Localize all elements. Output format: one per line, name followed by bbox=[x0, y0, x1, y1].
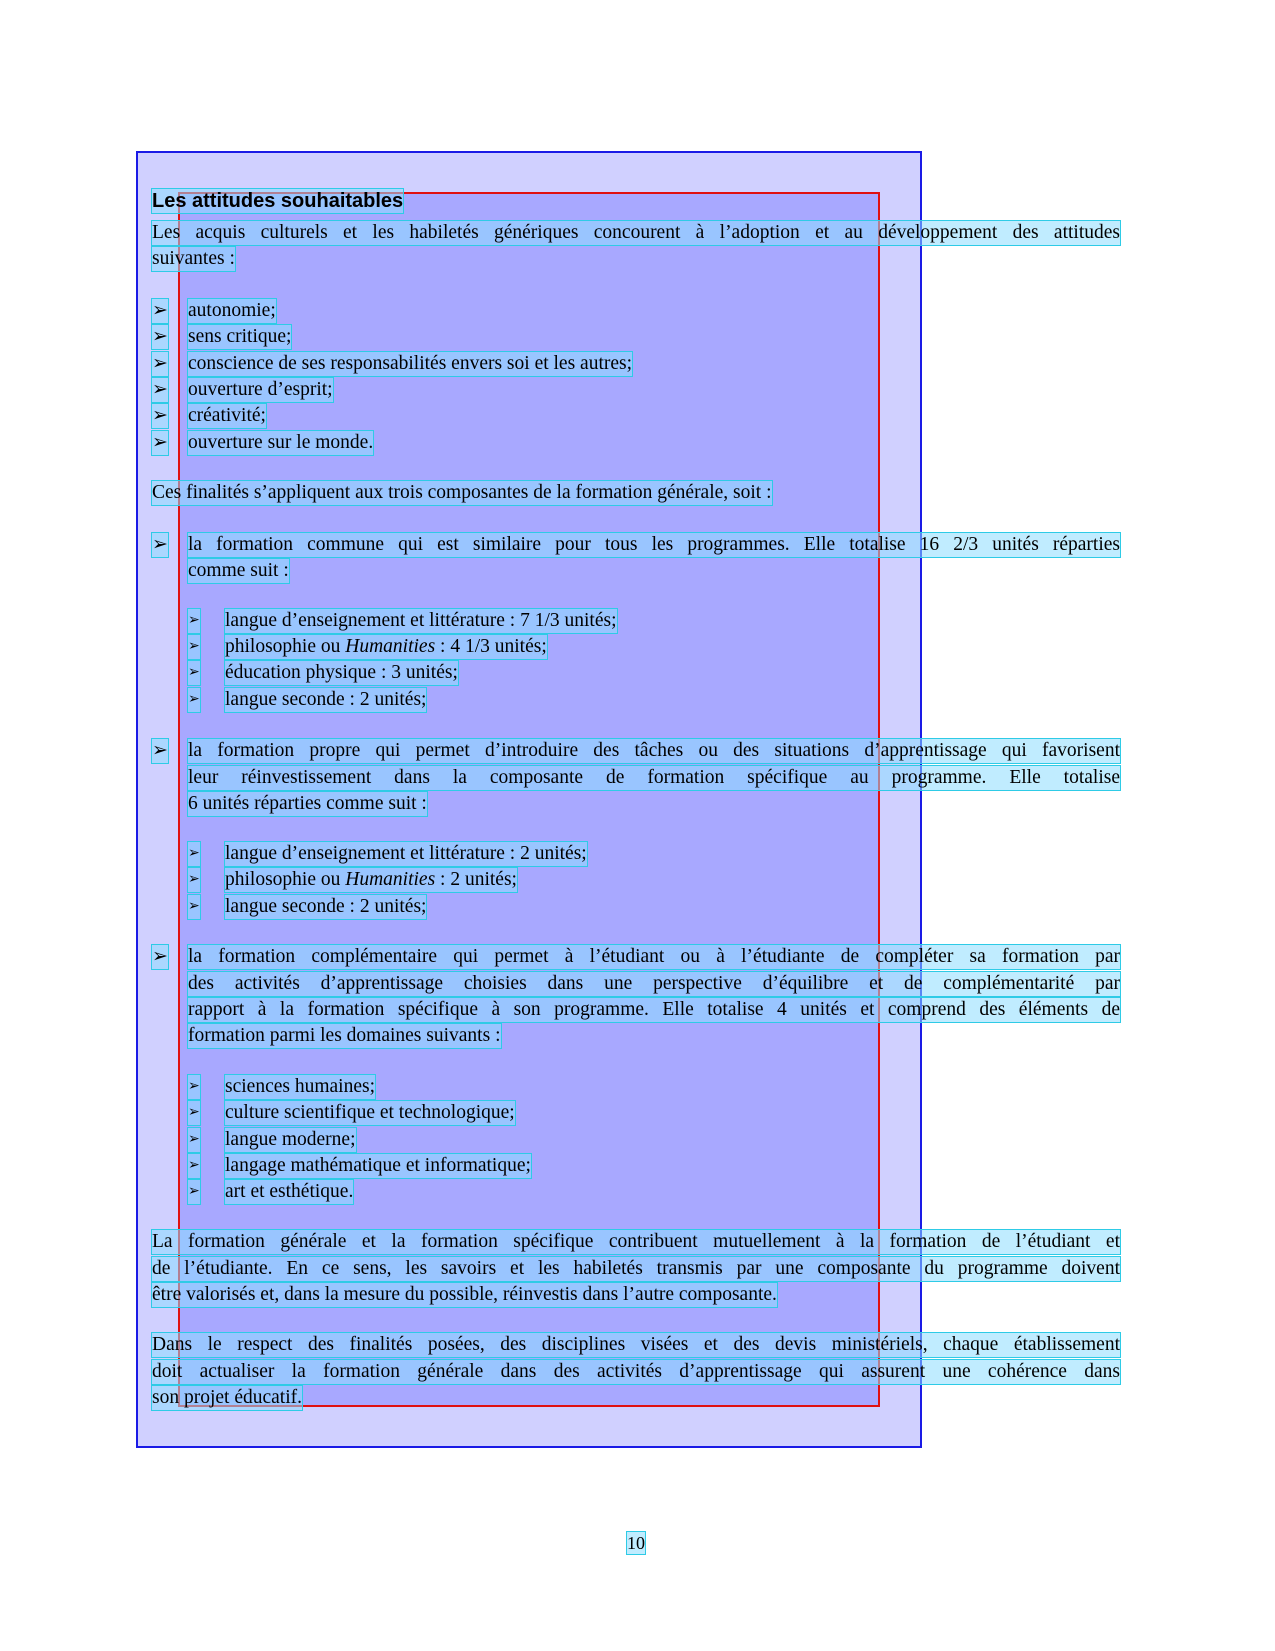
bullet-arrow-icon: ➢ bbox=[188, 895, 200, 919]
propre-item: langue seconde : 2 unités; bbox=[225, 896, 427, 917]
bullet-arrow-icon: ➢ bbox=[188, 1154, 200, 1178]
complementaire-line: formation parmi les domaines suivants : bbox=[188, 1025, 501, 1046]
bullet-arrow-icon: ➢ bbox=[152, 326, 168, 347]
domain-item: langage mathématique et informatique; bbox=[225, 1155, 531, 1176]
finalites-sentence: Ces finalités s’appliquent aux trois composantes de la formation générale, soit : bbox=[152, 482, 772, 503]
attitude-item: conscience de ses responsabilités envers soi et les autres; bbox=[188, 353, 633, 374]
complementaire-line: des activités d’apprentissage choisies dans une perspective d’équilibre et de complémentarité par bbox=[188, 973, 1120, 994]
bullet-arrow-icon: ➢ bbox=[188, 1180, 200, 1204]
attitude-item: autonomie; bbox=[188, 300, 276, 321]
propre-line: leur réinvestissement dans la composante de formation spécifique au programme. Elle totalise bbox=[188, 767, 1120, 788]
attitude-item: ouverture d’esprit; bbox=[188, 379, 333, 400]
section-heading: Les attitudes souhaitables bbox=[152, 190, 404, 212]
bullet-arrow-icon: ➢ bbox=[188, 1101, 200, 1125]
bullet-arrow-icon: ➢ bbox=[188, 688, 200, 712]
bullet-arrow-icon: ➢ bbox=[152, 432, 168, 453]
closing-line: doit actualiser la formation générale dans des activités d’apprentissage qui assurent une cohérence dans bbox=[152, 1361, 1120, 1382]
bullet-arrow-icon: ➢ bbox=[188, 635, 200, 659]
closing-line: son projet éducatif. bbox=[152, 1387, 302, 1408]
commune-item: langue seconde : 2 unités; bbox=[225, 689, 427, 710]
bullet-arrow-icon: ➢ bbox=[152, 353, 168, 374]
attitude-item: sens critique; bbox=[188, 326, 292, 347]
propre-line: la formation propre qui permet d’introduire des tâches ou des situations d’apprentissage qui favorisent bbox=[188, 740, 1120, 761]
complementaire-line: la formation complémentaire qui permet à l’étudiant ou à l’étudiante de compléter sa formation par bbox=[188, 946, 1120, 967]
bullet-arrow-icon: ➢ bbox=[152, 946, 168, 967]
intro-line: suivantes : bbox=[152, 248, 235, 269]
propre-line: 6 unités réparties comme suit : bbox=[188, 793, 427, 814]
bullet-arrow-icon: ➢ bbox=[188, 1075, 200, 1099]
bullet-arrow-icon: ➢ bbox=[188, 842, 200, 866]
commune-line: comme suit : bbox=[188, 560, 289, 581]
complementaire-line: rapport à la formation spécifique à son programme. Elle totalise 4 unités et comprend des éléments de bbox=[188, 999, 1120, 1020]
domain-item: art et esthétique. bbox=[225, 1181, 354, 1202]
domain-item: langue moderne; bbox=[225, 1129, 356, 1150]
bullet-arrow-icon: ➢ bbox=[188, 661, 200, 685]
closing-line: Dans le respect des finalités posées, des disciplines visées et des devis ministériels, chaque établissement bbox=[152, 1334, 1120, 1355]
bullet-arrow-icon: ➢ bbox=[152, 300, 168, 321]
bullet-arrow-icon: ➢ bbox=[152, 379, 168, 400]
commune-item: éducation physique : 3 unités; bbox=[225, 662, 458, 683]
bullet-arrow-icon: ➢ bbox=[152, 740, 168, 761]
propre-item: langue d’enseignement et littérature : 2 unités; bbox=[225, 843, 587, 864]
propre-item: philosophie ou Humanities : 2 unités; bbox=[225, 869, 517, 890]
page-number: 10 bbox=[627, 1533, 645, 1553]
closing-line: être valorisés et, dans la mesure du possible, réinvestis dans l’autre composante. bbox=[152, 1284, 777, 1305]
intro-line: Les acquis culturels et les habiletés génériques concourent à l’adoption et au développement des attitudes bbox=[152, 222, 1120, 243]
bullet-arrow-icon: ➢ bbox=[188, 1128, 200, 1152]
closing-line: de l’étudiante. En ce sens, les savoirs et les habiletés transmis par une composante du programme doivent bbox=[152, 1258, 1120, 1279]
bullet-arrow-icon: ➢ bbox=[152, 534, 168, 555]
commune-line: la formation commune qui est similaire pour tous les programmes. Elle totalise 16 2/3 unités réparties bbox=[188, 534, 1120, 555]
commune-item: langue d’enseignement et littérature : 7 1/3 unités; bbox=[225, 610, 617, 631]
domain-item: culture scientifique et technologique; bbox=[225, 1102, 515, 1123]
commune-item: philosophie ou Humanities : 4 1/3 unités; bbox=[225, 636, 547, 657]
domain-item: sciences humaines; bbox=[225, 1076, 375, 1097]
bullet-arrow-icon: ➢ bbox=[188, 868, 200, 892]
bullet-arrow-icon: ➢ bbox=[188, 609, 200, 633]
closing-line: La formation générale et la formation spécifique contribuent mutuellement à la formation de l’étudiant et bbox=[152, 1231, 1120, 1252]
attitude-item: ouverture sur le monde. bbox=[188, 432, 374, 453]
attitude-item: créativité; bbox=[188, 405, 266, 426]
bullet-arrow-icon: ➢ bbox=[152, 405, 168, 426]
